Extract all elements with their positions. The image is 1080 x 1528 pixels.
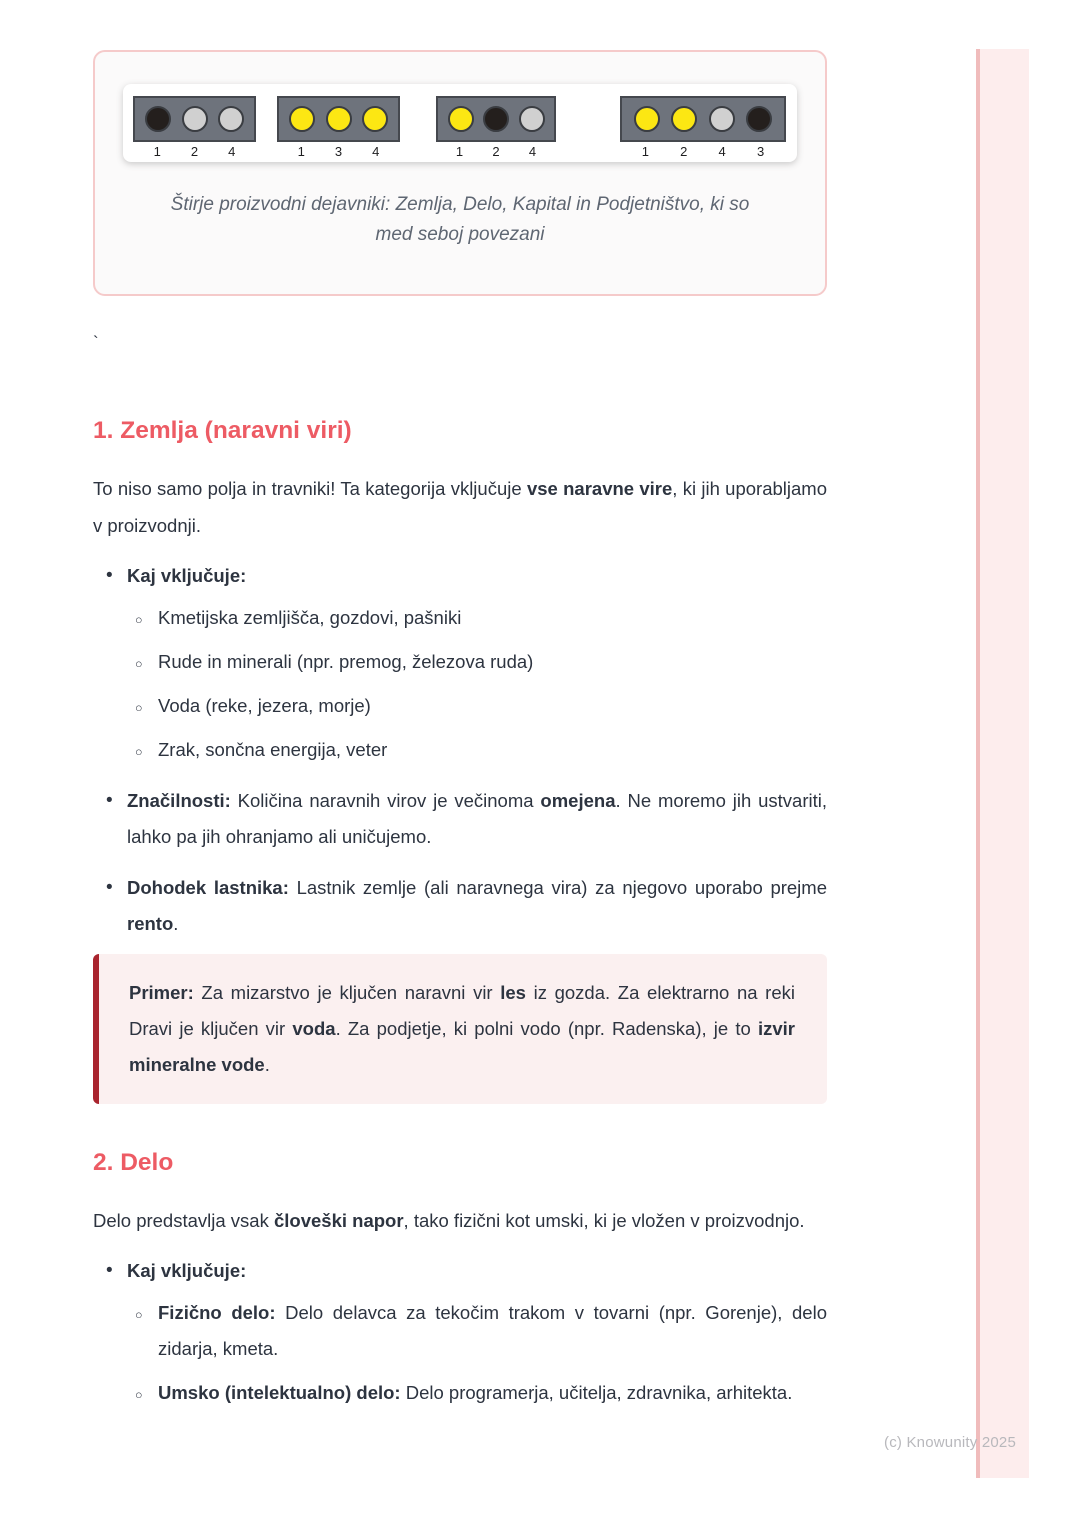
indicator-panel xyxy=(620,96,786,162)
bold-text-segment: človeški napor xyxy=(273,1210,404,1231)
bold-text-segment: Umsko (intelektualno) delo: xyxy=(158,1382,401,1403)
text-segment: Voda (reke, jezera, morje) xyxy=(158,695,371,716)
indicator-number: 1 xyxy=(297,144,305,159)
figure-card xyxy=(93,50,827,296)
indicator-number-row xyxy=(133,144,256,159)
black-light-icon xyxy=(746,106,772,132)
list-item xyxy=(127,1253,827,1411)
indicator-number-row xyxy=(277,144,400,159)
bold-text-segment: Dohodek lastnika: xyxy=(127,877,289,898)
bold-text-segment: voda xyxy=(292,1018,336,1039)
example-callout xyxy=(93,954,827,1104)
text-segment: Delo delavca za tekočim trakom v tovarni (npr. Gorenje), delo zidarja, kmeta. xyxy=(158,1302,827,1359)
indicator-panel xyxy=(436,96,556,162)
bold-text-segment: Kaj vključuje: xyxy=(127,565,247,586)
sub-list-item xyxy=(158,600,827,636)
indicator-number: 3 xyxy=(334,144,343,159)
yellow-light-icon xyxy=(289,106,315,132)
indicator-number: 4 xyxy=(372,144,380,159)
indicator-panel-box xyxy=(277,96,400,142)
indicator-panel-box xyxy=(436,96,556,142)
list-item xyxy=(127,870,827,942)
text-segment: . xyxy=(173,913,179,934)
indicator-panel-box xyxy=(133,96,256,142)
text-segment: Delo programerja, učitelja, zdravnika, arhitekta. xyxy=(400,1382,793,1403)
indicator-number: 1 xyxy=(641,144,649,159)
indicator-number-row xyxy=(620,144,786,159)
sub-list-item xyxy=(158,644,827,680)
gray-light-icon xyxy=(709,106,735,132)
copyright-watermark: (c) Knowunity 2025 xyxy=(884,1434,1017,1451)
figure-caption: Štirje proizvodni dejavniki: Zemlja, Delo, Kapital in Podjetništvo, ki so med seboj povezani xyxy=(170,194,750,245)
list-item xyxy=(127,558,827,768)
bold-text-segment: izvir mineralne vode xyxy=(129,1018,795,1075)
indicator-panel xyxy=(133,96,256,162)
text-segment: . Za podjetje, ki polni vodo (npr. Radenska), je to xyxy=(335,1018,758,1039)
text-segment: To niso samo polja in travniki! Ta kategorija vključuje xyxy=(93,478,527,499)
text-segment: Rude in minerali (npr. premog, železova ruda) xyxy=(158,651,534,672)
indicator-panel xyxy=(277,96,400,162)
sub-bullet-list xyxy=(127,1295,827,1411)
bold-text-segment: les xyxy=(500,982,526,1003)
black-light-icon xyxy=(145,106,171,132)
black-light-icon xyxy=(483,106,509,132)
section-heading-zemlja: 1. Zemlja (naravni viri) xyxy=(93,417,352,444)
intro-paragraph-delo xyxy=(93,1202,827,1239)
bold-text-segment: rento xyxy=(127,913,174,934)
text-segment: , ki jih uporabljamo v proizvodnji. xyxy=(93,478,827,536)
indicator-number: 1 xyxy=(153,144,161,159)
sub-list-item xyxy=(158,688,827,724)
indicator-panel-box xyxy=(620,96,786,142)
list-item xyxy=(127,783,827,855)
text-segment: Količina naravnih virov je večinoma xyxy=(230,790,541,811)
bold-text-segment: Fizično delo: xyxy=(158,1302,276,1323)
bold-text-segment: vse naravne vire xyxy=(526,478,673,499)
section-heading-delo: 2. Delo xyxy=(93,1149,174,1176)
intro-paragraph-zemlja xyxy=(93,470,827,544)
indicator-number: 2 xyxy=(190,144,199,159)
text-segment: Za mizarstvo je ključen naravni vir xyxy=(193,982,501,1003)
yellow-light-icon xyxy=(671,106,697,132)
sub-list-item xyxy=(158,1375,827,1411)
stray-backtick: ` xyxy=(93,333,99,352)
text-segment: . xyxy=(264,1054,270,1075)
page-content xyxy=(93,50,827,1411)
yellow-light-icon xyxy=(326,106,352,132)
text-segment: Kmetijska zemljišča, gozdovi, pašniki xyxy=(158,607,462,628)
traffic-lights-image xyxy=(123,84,797,162)
bold-text-segment: omejena xyxy=(540,790,616,811)
sub-list-item xyxy=(158,732,827,768)
text-segment: . Ne moremo jih ustvariti, lahko pa jih ohranjamo ali uničujemo. xyxy=(127,790,827,847)
indicator-number-row xyxy=(436,144,556,159)
bold-text-segment: Kaj vključuje: xyxy=(127,1260,247,1281)
text-segment: iz gozda. Za elektrarno na reki Dravi je ključen vir xyxy=(129,982,795,1039)
indicator-number: 4 xyxy=(528,144,537,159)
sub-bullet-list xyxy=(127,600,827,768)
indicator-number: 2 xyxy=(680,144,688,159)
sub-list-item xyxy=(158,1295,827,1367)
yellow-light-icon xyxy=(634,106,660,132)
text-segment: Delo predstavlja vsak xyxy=(93,1210,274,1231)
page-margin-bar xyxy=(976,49,1029,1478)
gray-light-icon xyxy=(218,106,244,132)
text-segment: Lastnik zemlje (ali naravnega vira) za njegovo uporabo prejme xyxy=(288,877,827,898)
yellow-light-icon xyxy=(362,106,388,132)
bold-text-segment: Značilnosti: xyxy=(127,790,231,811)
indicator-number: 1 xyxy=(455,144,464,159)
text-segment: , tako fizični kot umski, ki je vložen v proizvodnjo. xyxy=(403,1210,805,1231)
bullet-list-delo xyxy=(93,1253,827,1411)
yellow-light-icon xyxy=(448,106,474,132)
indicator-number: 3 xyxy=(756,144,765,159)
gray-light-icon xyxy=(182,106,208,132)
indicator-number: 4 xyxy=(228,144,236,159)
indicator-number: 2 xyxy=(492,144,500,159)
bullet-list-zemlja xyxy=(93,558,827,942)
indicator-number: 4 xyxy=(718,144,726,159)
gray-light-icon xyxy=(519,106,545,132)
text-segment: Zrak, sončna energija, veter xyxy=(158,739,388,760)
bold-text-segment: Primer: xyxy=(129,982,194,1003)
